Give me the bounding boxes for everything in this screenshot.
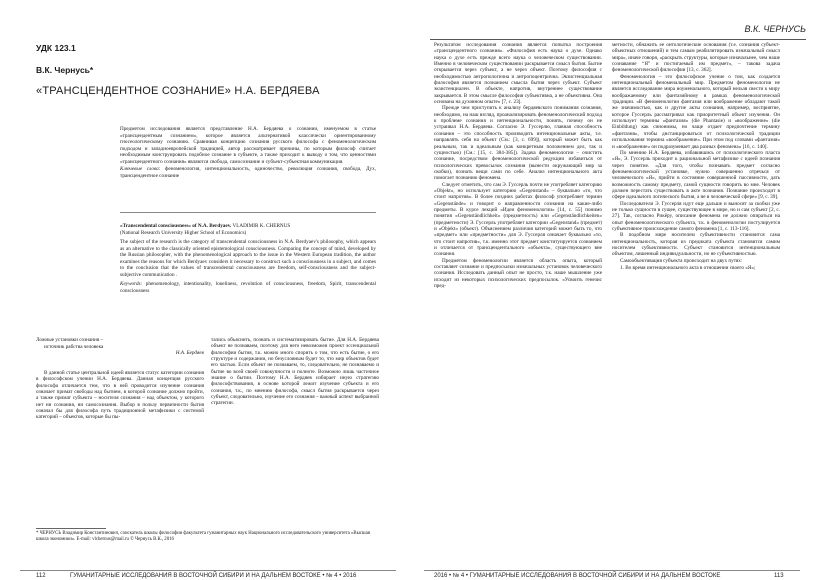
page-number: 113 (774, 573, 784, 579)
journal-footer: 2016 • № 4 • ГУМАНИТАРНЫЕ ИССЛЕДОВАНИЯ В ВОСТОЧНОЙ СИБИРИ И НА ДАЛЬНЕМ ВОСТОКЕ (434, 573, 721, 579)
author-footnote: * ЧЕРНУСЬ Владимир Константинович, соискатель школы философии факультета гуманитарных наук Национального исследовательского университета «Высшая школа экономики». E-mail: vlchernus@mail.ru © Чернусь В.К., 2016 (36, 531, 370, 542)
right-page (410, 0, 820, 580)
epigraph (36, 337, 204, 357)
body-paragraph: метности, обнажить ее онтологические основания (т.е. сознания субъект-объектных отношений) и тем самым реабилитировать изначальный смысл мира», иначе говоря, «раскрыть структуры, которые изначальнее, чем наше сознавание “Я” и постигаемый им предмет», – такова задача феноменологической философии [13, с. 362]. (612, 42, 780, 74)
body-paragraph: тались объяснить, познать и систематизировать бытие. Для Н.А. Бердяева объект не познаваем, поэтому для него невозможен проект эссенциальной философии бытия, т.к. можно много спорить о том, что есть бытие, о его структуре и содержании, но безусловным будет то, что мир объектов будет его частью. Если объект не познаваем, то, следовательно, не познаваемо и бытие во всей своей совокупности и полноте. Возможно лишь частичное знание о бытии. Поэтому Н.А. Бердяев избирает иную стратегию философствования, в основе которой лежит изучение субъекта и его сознания, т.к., по мнению философа, смысл бытия раскрывается через субъект, следовательно, изучение его сознания – важный аспект выбранной стратегии. (211, 337, 379, 407)
abstract-ru (120, 126, 376, 179)
footer-rule (20, 570, 396, 571)
article-title: «ТРАНСЦЕНДЕНТНОЕ СОЗНАНИЕ» Н.А. БЕРДЯЕВА (36, 85, 320, 97)
abstract-divider (120, 212, 376, 213)
udk-code: УДК 123.1 (36, 43, 76, 53)
numbered-list (612, 265, 780, 271)
body-paragraph: Результатом исследования сознания является попытка построения «трансцендентного сознания». «Философия есть наука о духе. Однако наука о духе есть прежде всего наука о человеческом существовании. Именно в человеческом существовании раскрывается смысл бытия. Бытие открывается через субъект, а не через объект. Поэтому философия с необходимостью антропологична и антропоцентрична. Экзистенциальная философия является познанием смысла бытия через субъект. Субъект экзистенциален. В объекте, напротив, внутреннее существование закрывается. В этом смысле философия субъективна, а не объективна. Она основана на духовном опыте» [7, с. 23]. (434, 42, 602, 106)
footnote-divider (36, 528, 106, 529)
running-head: В.К. ЧЕРНУСЬ (744, 24, 806, 34)
epigraph-line-2: источник рабства человека (44, 343, 104, 350)
body-paragraph: Феноменология – это философское учение о том, как создается интенциональный феноменальный мир. Предметом феноменологии не является исследование мира ноуменального, который нельзя свести к миру воображаемому или фантазийному в рамках феноменологической традиции. «В феноменологии фантазия или воображение обладают такой же значимостью, как и другие акты сознания, например, восприятие, которое Гуссерль рассматривал как приоритетный объект изучения. Он использует термины «фантазия» (die Phantasie) и «воображение» (die Einbildung) как синонимы, но чаще отдает предпочтение термину «фантазия», чтобы дистанцироваться от психологической традиции использования термина «воображение». При этом под словами «фантазия» и «воображение» он подразумевает два разных феномена» [16, с. 140]. (612, 73, 780, 150)
body-column-2 (211, 337, 379, 407)
keywords-en-text: phenomenology, intentionality, loneliness, revolution of consciousness, freedom, Spirit, transcendental consciousness (120, 281, 377, 294)
en-institution: (National Research University Higher School of Economics) (120, 229, 247, 236)
keywords-en-label: Keywords: (120, 281, 143, 287)
en-title: «Transcendental consciousness» of N.A. Berdyaev. (120, 223, 232, 229)
keywords-en (120, 281, 376, 294)
body-paragraph: В данной статье центральной идеей является статус категории сознания в философском учении Н.А. Бердяева. Данная концепция русского философа отличается тем, что в ней проводится изучение сознания означает примат свободы над бытием, в которой сознание должно пройти, а также примат субъекта – носителя сознания – над объектом, у которого нет ни сознания, ни самосознания. Выбор в пользу первичности бытия означал бы для философа путь традиционной метафизики с системой категорий – объектов, которые бы пы- (36, 370, 204, 421)
abstract-en-text: The subject of the research is the category of transcendental consciousness in N.A. Berdyaev's philosophy, which appears as an alternative to the classically oriented epistemological consciousness. Comparing the concept of mind, developed by the Russian philosopher, with the phenomenological approach to the issue in the Western European tradition, the author examines the reasons for which Berdyaev considers it necessary to construct such a consciousness in a subject, and comes to the conclusion that the values of transcendental consciousness are freedom, self-consciousness and the subject-subjective communication . (120, 239, 376, 278)
epigraph-line-1: Ложные установки сознания – (36, 337, 104, 343)
body-paragraph: Следует отметить, что сам Э. Гуссерль почти не употребляет категорию «Objekt», но использует категорию «Gegenstand» – буквально «то, что стоит напротив». В более поздних работах философ употребляет термин «Gegenstände» и говорит о направленности сознания на какие-либо предметы. В курсе лекций «Идеи феноменологии» [14, с. 55] понимо понятия «Gegenständlichkeit» (предметность) или «Gegenständlichkeiten» (предметности) Э. Гуссерль употребляет категории «Gegenstand» (предмет) и «Objekt» (объект). Объяснением различия категорий может быть то, что «предмет» или «предметности» для Э. Гуссерля означает буквально «то, что стоит напротив», т.к. именно этот предмет конституируется сознанием и отличается от трансцендентального «объекта», существующего вне сознания. (434, 181, 602, 258)
body-column-3 (434, 42, 602, 289)
keywords-ru (120, 166, 376, 179)
body-paragraph: Прежде чем приступить к анализу бердяевского понимания сознания, необходимо, на наш взгляд, проанализировать феноменологический подход к проблеме сознания и интенциональности, понять, почему он не устраивал Н.А. Бердяева. Согласно Э. Гуссерлю, главная способность сознания – это способность производить интенциональные акты, т.е. направлять себя на объект (См.: [3, с. 699]), который может быть как реальным, так и идеальным (как конкретным положением дел, так и сущностью) (См.: [15, с. 384-385]). Задача феноменологии – очистить сознание, посредством феноменологической редукции избавиться от психологических превосылок сознания (вынести окружающий мир за скобки), познать вещи сами по себе. Анализ интенционального акта помогает познанию феномена. (434, 105, 602, 182)
abstract-en-block (120, 223, 376, 294)
en-author: VLADIMIR K. CHERNUS (231, 223, 291, 229)
body-paragraph: Предметом феноменологии является область опыта, который составляет сознание и предпосылки изначальных установок человеческого сознания. Исследовать данный опыт не просто, т.к. наше мышление уже исходит из некоторых психологических предпосылок. «Усвоить генезис пред- (434, 257, 602, 290)
keywords-ru-text: феноменология, интенциональность, одиночество, революция сознания, свобода, Дух, трансцендентное сознание (120, 166, 376, 179)
journal-footer: ГУМАНИТАРНЫЕ ИССЛЕДОВАНИЯ В ВОСТОЧНОЙ СИБИРИ И НА ДАЛЬНЕМ ВОСТОКЕ • № 4 • 2016 (70, 573, 357, 579)
article-author: В.К. Чернусь* (36, 65, 94, 75)
body-column-1 (36, 370, 204, 421)
body-paragraph: Самообъективация субъекта происходит на двух путях: (620, 257, 743, 264)
epigraph-author: Н.А. Бердяев (175, 350, 204, 356)
page-number: 112 (36, 573, 46, 579)
body-column-4 (612, 42, 780, 271)
list-item: 1. Во время интенционального акта в отношении своего «Я»; (620, 265, 756, 272)
running-head-rule (430, 39, 806, 40)
keywords-ru-label: Ключевые слова: (120, 166, 161, 172)
body-paragraph: По мнению Н.А. Бердяева, избавившись от психологического пласта «Я», Э. Гуссерль приходит к рациональной метафизике с идеей познания через понятие. «Для того, чтобы познавать предмет согласно феноменологической установке, нужно совершенно отречься от человеческого «Я», прийти в состояние совершенной пассивности, дать возможность самому предмету, самой сущности говорить во мне. Человек должен перестать существовать в акте познания. Познание происходит в сфере идеального логического бытия, а не в человеческой сфере» [9, с. 39]. (612, 149, 780, 201)
body-paragraph: В подобном мире носителем субъективности становится сама интенциональность, которая из предиката субъекта становится самим носителем субъективности. Субъект становится интенциональным объектом, лишенный индивидуальности, но не субъективностью. (612, 232, 780, 258)
footer-rule (424, 570, 800, 571)
abstract-ru-text: Предметом исследования является представление Н.А. Бердяева о сознании, именуемом в статье «трансцендентным сознанием», которое является альтернативой классически ориентированному гносеологическому сознанию. Сравнивая концепцию сознания русского философа с феноменологическим подходом и западноевропейской традицией, автор рассматривает причины, по которым философ считает необходимым конструировать подобное сознание в субъекте, а также приходит к выводу о том, что ценностями «трансцендентного сознания» являются свобода, самосознание и субъект-субъектная коммуникация. (120, 126, 376, 165)
body-paragraph: Последователи Э. Гуссерля идут еще дальше и выносят за скобки уже не только сущности в сущее, существующее в мире, но и сам субъект [2, с. 27]. Так, согласно Рикёру, описание феномена не должно опираться на опыт феноменологического субъекта, т.к. в феноменологии постулируется субъективное происхождение самого феномена [1, с. 113-116]. (612, 200, 780, 232)
